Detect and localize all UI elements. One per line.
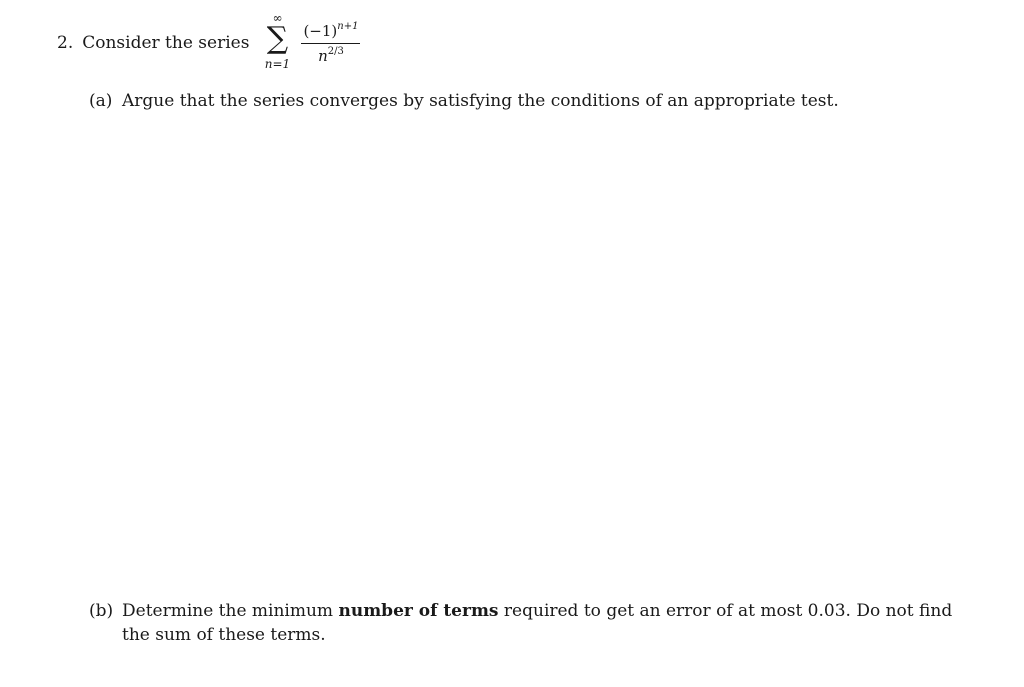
numerator-base: (−1): [303, 21, 338, 40]
summation-symbol: [257, 12, 297, 74]
series-term-fraction: [301, 21, 360, 66]
numerator-exponent: n+1: [337, 20, 359, 32]
denominator-exponent: 2/3: [327, 45, 344, 57]
denominator-base: n: [318, 46, 328, 65]
part-b-text-before: Determine the minimum: [122, 601, 339, 621]
part-b-label: (b): [89, 601, 114, 621]
sum-lower-limit: n=1: [264, 57, 291, 71]
part-a-label: (a): [89, 91, 113, 111]
problem-statement: [57, 12, 360, 74]
problem-intro: Consider the series: [82, 33, 250, 53]
part-b: [89, 599, 979, 647]
part-b-text-bold: number of terms: [338, 601, 499, 621]
part-b-text: [122, 599, 979, 647]
part-b-text-after: required to get an error of at most 0.03. Do not find the sum of these terms.: [122, 601, 953, 645]
fraction-denominator: [318, 44, 344, 66]
sum-upper-limit: ∞: [272, 11, 283, 25]
problem-number: 2.: [57, 33, 74, 53]
part-a: [89, 89, 969, 113]
fraction-numerator: [301, 21, 360, 43]
part-a-text: Argue that the series converges by satisfying the conditions of an appropriate test.: [122, 91, 839, 111]
sigma-glyph: ∑: [266, 21, 289, 56]
